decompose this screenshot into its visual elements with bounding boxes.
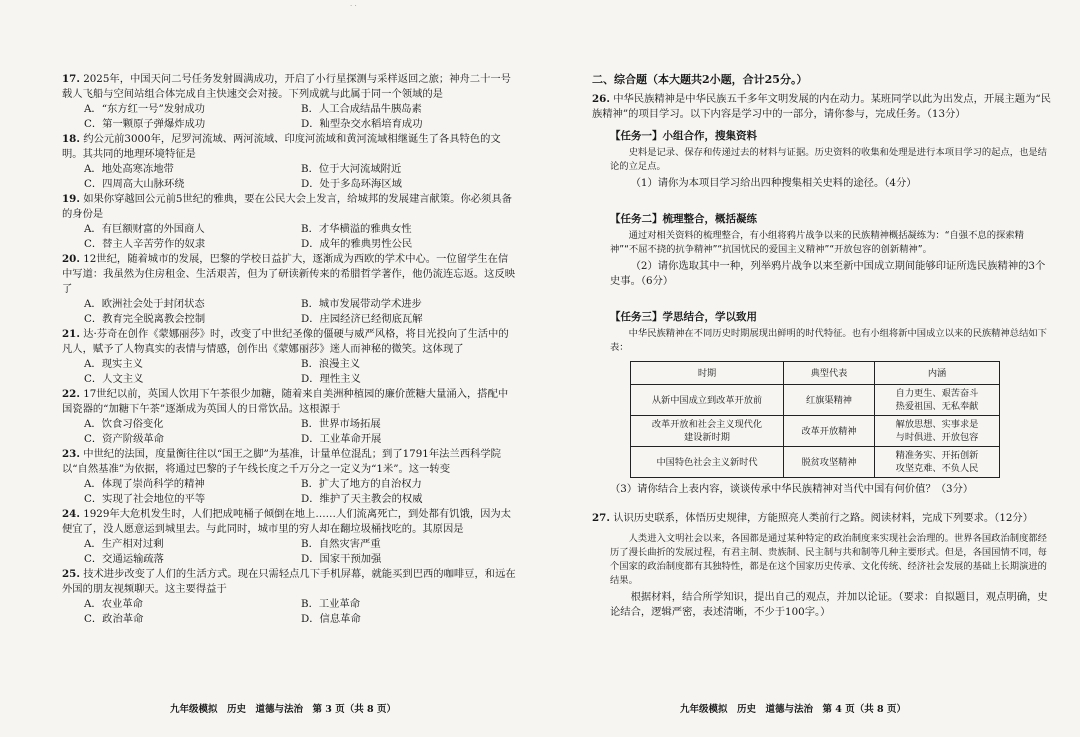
table-row bbox=[631, 385, 1000, 416]
task-2-material: 通过对相关资料的梳理整合，有小组将鸦片战争以来的民族精神概括凝练为：“自强不息的探索精神”“不屈不挠的抗争精神”“抗国忧民的爱国主义精神”“开放包容的创新精神”。 bbox=[610, 230, 1024, 255]
task-3-question: （3）请你结合上表内容，谈谈传承中华民族精神对当代中国有何价值？（3分） bbox=[610, 483, 974, 495]
question-24 bbox=[62, 507, 518, 537]
table-cell-meaning: 解放思想、实事求是 与时俱进、开放包容 bbox=[875, 416, 1000, 447]
question-number: 27. bbox=[592, 512, 610, 524]
option-d: D．信息革命 bbox=[301, 613, 361, 625]
question-25 bbox=[62, 567, 518, 597]
section-title: 二、综合题（本大题共2小题，合计25分。） bbox=[592, 73, 808, 86]
task-1-title: 【任务一】小组合作，搜集资料 bbox=[610, 130, 757, 142]
option-c: C．第一颗原子弹爆炸成功 bbox=[84, 118, 206, 130]
question-text: 技术进步改变了人们的生活方式。现在只需轻点几下手机屏幕，就能买到巴西的咖啡豆，和远在外国的朋友视频聊天。这主要得益于 bbox=[62, 568, 516, 595]
question-21 bbox=[62, 327, 518, 357]
table-cell-rep: 改革开放精神 bbox=[784, 416, 875, 447]
option-c: C．四周高大山脉环绕 bbox=[84, 178, 185, 190]
table-cell-rep: 红旗渠精神 bbox=[784, 385, 875, 416]
question-number: 19. bbox=[62, 193, 80, 205]
option-c: C．政治革命 bbox=[84, 613, 144, 625]
option-b: B．位于大河流域附近 bbox=[301, 163, 402, 175]
option-a: A．体现了崇尚科学的精神 bbox=[84, 478, 205, 490]
question-17 bbox=[62, 72, 518, 102]
page-footer: 九年级模拟 历史 道德与法治 第 4 页（共 8 页） bbox=[680, 704, 906, 715]
page-footer: 九年级模拟 历史 道德与法治 第 3 页（共 8 页） bbox=[170, 704, 396, 715]
option-a: A．地处高寒冻地带 bbox=[84, 163, 174, 175]
option-d: D．庄园经济已经彻底瓦解 bbox=[301, 313, 423, 325]
table-cell-rep: 脱贫攻坚精神 bbox=[784, 447, 875, 478]
question-text: 认识历史联系，体悟历史规律，方能照亮人类前行之路。阅读材料，完成下列要求。（12分） bbox=[613, 512, 1034, 524]
question-27-intro bbox=[592, 511, 1052, 526]
option-a: A．农业革命 bbox=[84, 598, 143, 610]
question-27-requirement: 根据材料，结合所学知识，提出自己的观点，并加以论证。（要求：自拟题目，观点明确，史论结合，逻辑严密，表述清晰，不少于100字。） bbox=[610, 591, 1048, 618]
table-header: 典型代表 bbox=[784, 362, 875, 385]
table-cell-period: 从新中国成立到改革开放前 bbox=[631, 385, 784, 416]
question-26-intro bbox=[592, 92, 1052, 122]
question-22 bbox=[62, 387, 518, 417]
page-4 bbox=[540, 0, 1080, 737]
task-3-material: 中华民族精神在不同历史时期展现出鲜明的时代特征。也有小组将新中国成立以来的民族精神总结如下表： bbox=[610, 328, 1047, 353]
option-c: C．交通运输疏落 bbox=[84, 553, 164, 565]
answer-options bbox=[62, 477, 518, 507]
task-1-material: 史料是记录、保存和传递过去的材料与证据。历史资料的收集和处理是进行本项目学习的起点，也是结论的立足点。 bbox=[610, 147, 1047, 172]
question-text: 中世纪的法国，度量衡往往以“国王之脚”为基准，计量单位混乱；到了1791年法兰西科学院以“自然基准”为依据，将通过巴黎的子午线长度之千万分之一定义为“1米”。这一转变 bbox=[62, 448, 501, 475]
option-d: D．籼型杂交水稻培育成功 bbox=[301, 118, 423, 130]
option-a: A．有巨额财富的外国商人 bbox=[84, 223, 205, 235]
table-row bbox=[631, 416, 1000, 447]
question-number: 24. bbox=[62, 508, 80, 520]
question-18 bbox=[62, 132, 518, 162]
option-a: A．饮食习俗变化 bbox=[84, 418, 164, 430]
question-number: 22. bbox=[62, 388, 80, 400]
question-text: 2025年，中国天问二号任务发射圆满成功，开启了小行星探测与采样返回之旅；神舟二十一号载人飞船与空间站组合体完成自主快速交会对接。下列成就与此属于同一个领域的是 bbox=[62, 73, 511, 100]
answer-options bbox=[62, 537, 518, 567]
answer-options bbox=[62, 417, 518, 447]
question-text: 约公元前3000年，尼罗河流域、两河流域、印度河流域和黄河流域相继诞生了各具特色的文明。其共同的地理环境特征是 bbox=[62, 133, 501, 160]
task-2-question: （2）请你选取其中一种，列举鸦片战争以来至新中国成立期间能够印证所选民族精神的3个史事。（6分） bbox=[610, 260, 1046, 287]
option-a: A．生产相对过剩 bbox=[84, 538, 164, 550]
option-b: B．浪漫主义 bbox=[301, 358, 361, 370]
option-a: A．现实主义 bbox=[84, 358, 143, 370]
answer-options bbox=[62, 102, 518, 132]
question-text: 17世纪以前，英国人饮用下午茶很少加糖，随着来自美洲种植园的廉价蔗糖大量涌入，搭配中国瓷器的“加糖下午茶”逐渐成为英国人的日常饮品。这根源于 bbox=[62, 388, 509, 415]
spirit-table bbox=[630, 361, 1000, 478]
option-c: C．人文主义 bbox=[84, 373, 144, 385]
option-b: B．城市发展带动学术进步 bbox=[301, 298, 422, 310]
option-b: B．扩大了地方的自治权力 bbox=[301, 478, 422, 490]
option-d: D．国家干预加强 bbox=[301, 553, 382, 565]
question-number: 21. bbox=[62, 328, 80, 340]
answer-options bbox=[62, 357, 518, 387]
scan-mark: · · bbox=[350, 2, 357, 10]
question-text: 1929年大危机发生时，人们把成吨桶子倾倒在地上……人们流离死亡，到处都有饥饿，因为太便宜了，没人愿意运到城里去。与此同时，城市里的穷人却在翻垃圾桶找吃的。其原因是 bbox=[62, 508, 511, 535]
table-header-row bbox=[631, 362, 1000, 385]
table-row bbox=[631, 447, 1000, 478]
question-number: 18. bbox=[62, 133, 80, 145]
option-a: A．欧洲社会处于封闭状态 bbox=[84, 298, 205, 310]
question-text: 达·芬奇在创作《蒙娜丽莎》时，改变了中世纪圣像的僵硬与威严风格，将目光投向了生活中的凡人，赋予了人物真实的表情与情感，创作出《蒙娜丽莎》迷人而神秘的微笑。这体现了 bbox=[62, 328, 509, 355]
question-27-material: 人类进入文明社会以来，各国都是通过某种特定的政治制度来实现社会治理的。世界各国政治制度都经历了漫长曲折的发展过程，有君主制、贵族制、民主制与共和制等几种主要形式。但是，各国国情不同，每个国家的政治制度都有其独特性，都是在这个国家历史传承、文化传统、经济社会发展的基础上长期演进的结果。 bbox=[610, 533, 1047, 586]
option-a: A．“东方红一号”发射成功 bbox=[84, 103, 205, 115]
question-number: 23. bbox=[62, 448, 80, 460]
answer-options bbox=[62, 162, 518, 192]
question-20 bbox=[62, 252, 518, 297]
question-number: 20. bbox=[62, 253, 80, 265]
option-c: C．教育完全脱离教会控制 bbox=[84, 313, 206, 325]
option-d: D．理性主义 bbox=[301, 373, 361, 385]
option-d: D．维护了天主教会的权威 bbox=[301, 493, 423, 505]
task-3-title: 【任务三】学思结合，学以致用 bbox=[610, 311, 757, 323]
question-number: 17. bbox=[62, 73, 80, 85]
table-cell-period: 中国特色社会主义新时代 bbox=[631, 447, 784, 478]
question-23 bbox=[62, 447, 518, 477]
option-b: B．世界市场拓展 bbox=[301, 418, 381, 430]
table-cell-period: 改革开放和社会主义现代化 建设新时期 bbox=[631, 416, 784, 447]
table-header: 内涵 bbox=[875, 362, 1000, 385]
answer-options bbox=[62, 597, 518, 627]
question-number: 26. bbox=[592, 93, 610, 105]
option-b: B．人工合成结晶牛胰岛素 bbox=[301, 103, 422, 115]
option-d: D．成年的雅典男性公民 bbox=[301, 238, 413, 250]
question-text: 如果你穿越回公元前5世纪的雅典，要在公民大会上发言，给城邦的发展建言献策。你必须具备的身份是 bbox=[62, 193, 512, 220]
option-c: C．实现了社会地位的平等 bbox=[84, 493, 206, 505]
question-text: 12世纪，随着城市的发展，巴黎的学校日益扩大，逐渐成为西欧的学术中心。一位留学生在信中写道：我虽然为住房租金、生活艰苦，但为了研读新传来的希腊哲学著作，他仍流连忘返。这反映了 bbox=[62, 253, 516, 295]
option-c: C．替主人辛苦劳作的奴隶 bbox=[84, 238, 206, 250]
option-c: C．资产阶级革命 bbox=[84, 433, 164, 445]
question-19 bbox=[62, 192, 518, 222]
option-b: B．工业革命 bbox=[301, 598, 361, 610]
option-d: D．处于多岛环海区域 bbox=[301, 178, 402, 190]
task-1-question: （1）请你为本项目学习给出四种搜集相关史料的途径。（4分） bbox=[630, 177, 917, 189]
option-b: B．自然灾害严重 bbox=[301, 538, 381, 550]
answer-options bbox=[62, 222, 518, 252]
question-text: 中华民族精神是中华民族五千多年文明发展的内在动力。某班同学以此为出发点，开展主题为“民族精神”的项目学习。以下内容是学习中的一部分，请你参与，完成任务。（13分） bbox=[592, 93, 1051, 120]
table-cell-meaning: 精准务实、开拓创新 攻坚克难、不负人民 bbox=[875, 447, 1000, 478]
question-number: 25. bbox=[62, 568, 80, 580]
table-header: 时期 bbox=[631, 362, 784, 385]
task-2-title: 【任务二】梳理整合，概括凝练 bbox=[610, 213, 757, 225]
answer-options bbox=[62, 297, 518, 327]
option-b: B．才华横溢的雅典女性 bbox=[301, 223, 412, 235]
option-d: D．工业革命开展 bbox=[301, 433, 382, 445]
table-cell-meaning: 自力更生、艰苦奋斗 热爱祖国、无私奉献 bbox=[875, 385, 1000, 416]
